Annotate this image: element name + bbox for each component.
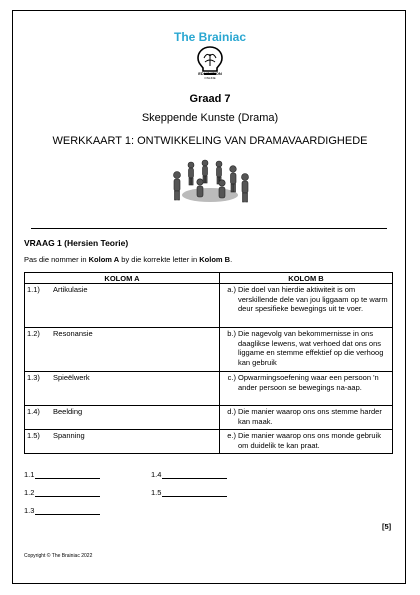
brand-name: The Brainiac [173,30,247,44]
table-header-row [25,273,393,284]
item-term: Spanning [53,431,85,440]
grade-heading: Graad 7 [189,93,231,105]
answer-label: 1.3 [24,506,35,515]
answer-line-1-2[interactable] [24,488,100,497]
column-a-header: KOLOM A [25,273,220,284]
answer-label: 1.2 [24,488,35,497]
option-definition: Die nagevolg van bekommernisse in ons daaglikse lewens, wat verhoed dat ons ons liggame en stemme effektief op die verhoog kan gebruik [238,329,384,367]
item-number: 1.5) [27,431,40,440]
column-b-cell [220,328,393,372]
subject-heading: Skeppende Kunste (Drama) [141,112,279,124]
answer-label: 1.5 [151,488,162,497]
instruction-column-a: Kolom A [88,255,120,264]
marks-total: [5] [382,522,392,531]
item-number: 1.3) [27,373,40,382]
answer-line-1-1[interactable] [24,470,100,479]
question-title: VRAAG 1 (Hersien Teorie) [24,238,129,248]
answer-blank[interactable] [35,488,100,497]
item-number: 1.4) [27,407,40,416]
item-term: Resonansie [53,329,93,338]
table-row [25,406,393,430]
table-row [25,284,393,328]
drama-group-illustration [165,155,255,207]
column-b-cell [220,284,393,328]
item-term: Spieëlwerk [53,373,90,382]
column-b-cell [220,406,393,430]
answer-label: 1.4 [151,470,162,479]
instruction-text: by die korrekte letter in [119,255,200,264]
option-letter: d.) [227,407,236,416]
table-row [25,328,393,372]
option-definition: Die manier waarop ons ons stemme harder kan maak. [238,407,382,426]
column-a-cell [25,372,220,406]
section-divider [31,228,387,229]
item-term: Beelding [53,407,83,416]
item-number: 1.2) [27,329,40,338]
column-a-cell [25,284,220,328]
option-letter: e.) [227,431,236,440]
option-letter: c.) [227,373,236,382]
option-definition: Die doel van hierdie aktiwiteit is om verskillende dele van jou liggaam op te warm deur spesifieke bewegings uit te voer. [238,285,388,313]
answer-blank[interactable] [162,470,227,479]
table-row [25,372,393,406]
column-a-cell [25,430,220,454]
option-definition: Die manier waarop ons ons monde gebruik om duidelik te kan praat. [238,431,381,450]
answer-blank[interactable] [35,470,100,479]
column-b-cell [220,372,393,406]
instruction-column-b: Kolom B [199,255,231,264]
answer-blank[interactable] [35,506,100,515]
item-number: 1.1) [27,285,40,294]
instruction-text: . [230,255,233,264]
answer-blank[interactable] [162,488,227,497]
column-b-cell [220,430,393,454]
option-definition: Opwarmingsoefening waar een persoon 'n ander persoon se bewegings na-aap. [238,373,379,392]
logo-online-text: ONLINE [204,76,216,80]
answer-line-1-5[interactable] [151,488,227,497]
option-letter: b.) [227,329,236,338]
table-row [25,430,393,454]
option-letter: a.) [227,285,236,294]
worksheet-title: WERKKAART 1: ONTWIKKELING VAN DRAMAVAARDIGHEDE [52,135,368,147]
item-term: Artikulasie [53,285,88,294]
column-a-cell [25,406,220,430]
instruction-text: Pas die nommer in [24,255,89,264]
logo-education-text: EDUCATION [198,71,222,76]
copyright-notice: Copyright © The Brainiac 2022 [24,553,93,559]
column-a-cell [25,328,220,372]
column-b-header: KOLOM B [220,273,393,284]
answer-label: 1.1 [24,470,35,479]
answer-line-1-4[interactable] [151,470,227,479]
answer-line-1-3[interactable] [24,506,100,515]
question-instruction [24,255,232,264]
matching-table [24,272,393,454]
